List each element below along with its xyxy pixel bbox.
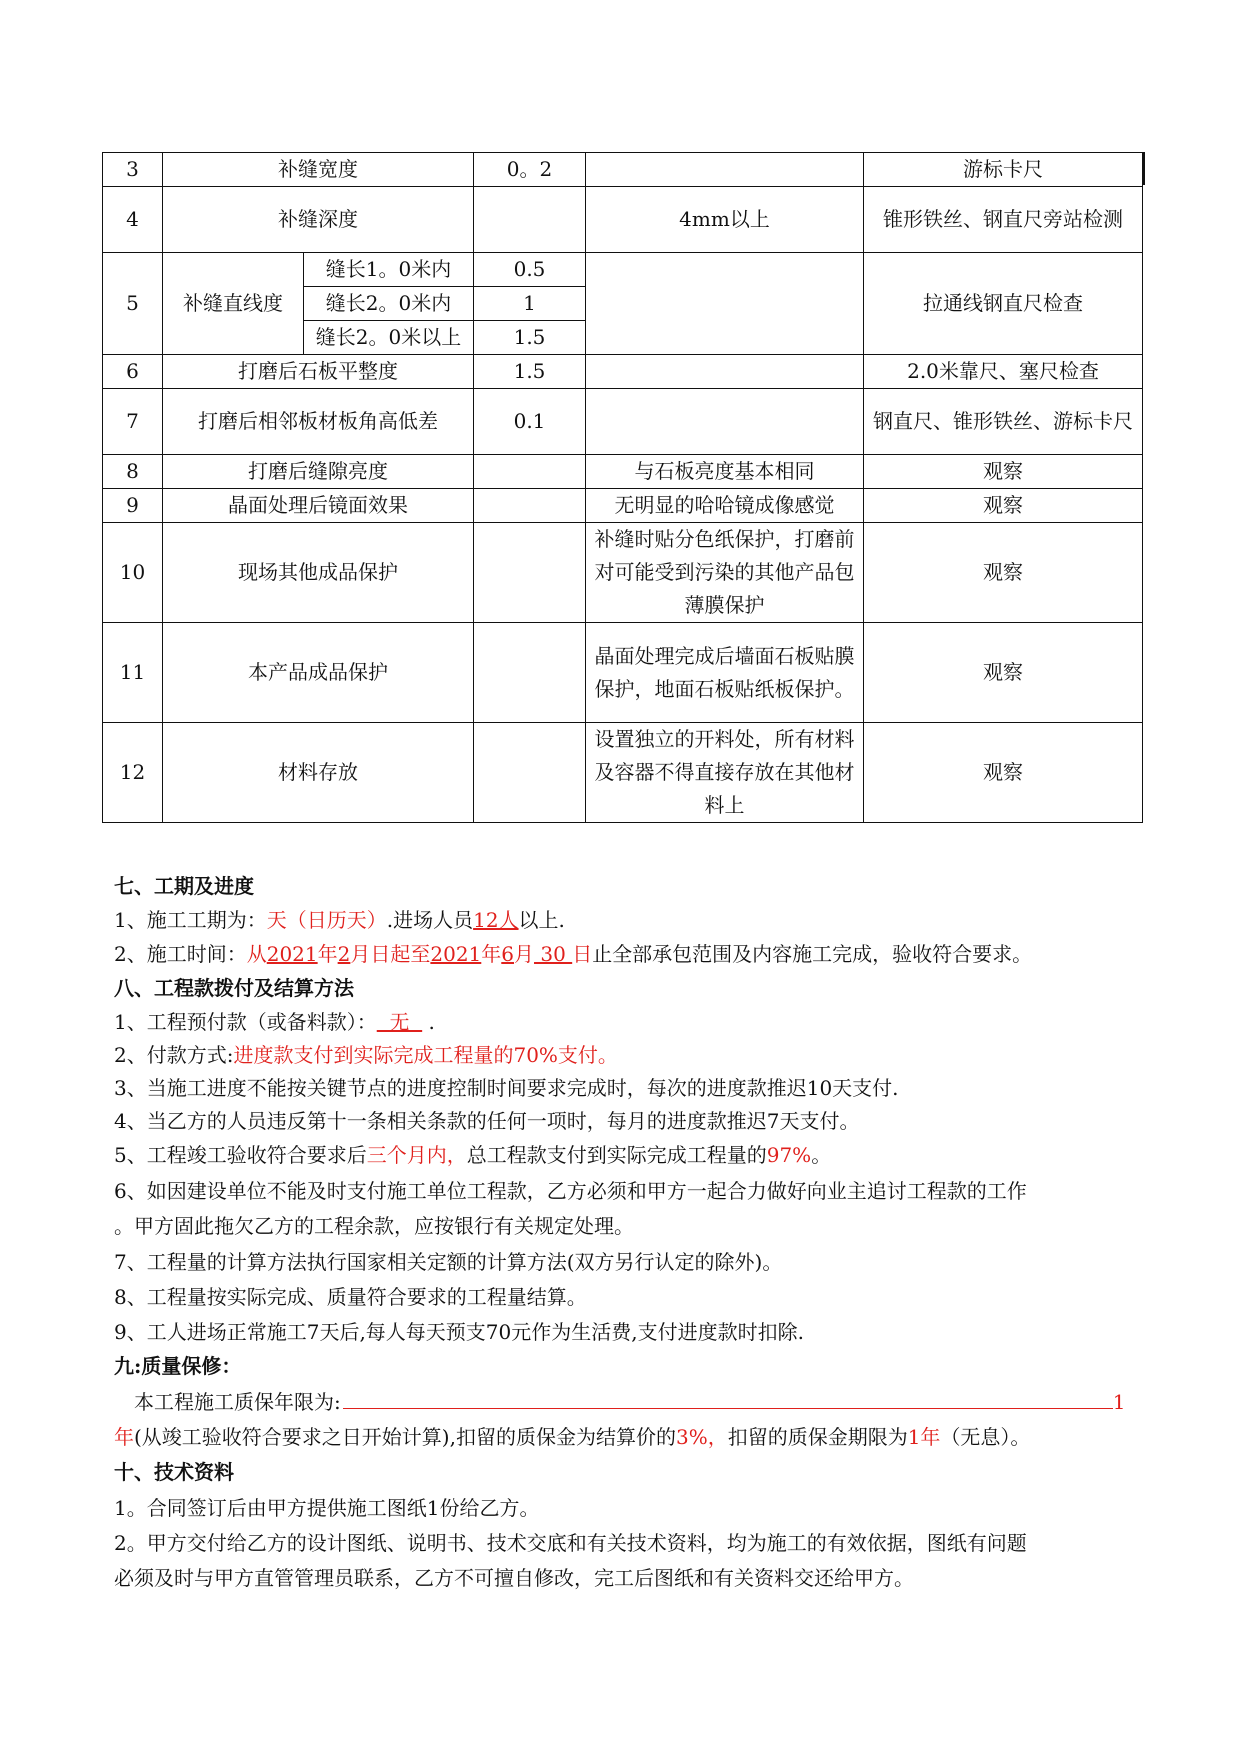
row-standard: 晶面处理完成后墙面石板贴膜保护，地面石板贴纸板保护。 <box>586 623 864 723</box>
section-7-title: 七、工期及进度 <box>114 874 254 898</box>
row-standard: 无明显的哈哈镜成像感觉 <box>586 489 864 523</box>
text-red: 进度款支付到实际完成工程量的70%支付。 <box>233 1043 618 1067</box>
section-9-title: 九:质量保修： <box>114 1354 242 1378</box>
row-standard: 4mm以上 <box>586 187 864 253</box>
text-red: 从 <box>246 942 267 966</box>
text: (从竣工验收符合要求之日开始计算),扣留的质保金为结算价的 <box>134 1425 676 1449</box>
text: 5、工程竣工验收符合要求后 <box>114 1143 367 1167</box>
sec8-line-6b: 。甲方固此拖欠乙方的工程余款，应按银行有关规定处理。 <box>114 1214 634 1238</box>
row-no: 9 <box>103 489 163 523</box>
row-value <box>474 455 586 489</box>
row-method: 观察 <box>864 489 1143 523</box>
row-no: 8 <box>103 455 163 489</box>
table-row <box>103 389 1143 455</box>
text-red: 6 <box>501 942 515 966</box>
table-row <box>103 523 1143 623</box>
section-8-title: 八、工程款拨付及结算方法 <box>114 976 354 1000</box>
text: 扣留的质保金期限为 <box>727 1425 908 1449</box>
row-no: 7 <box>103 389 163 455</box>
text-red: 97% <box>766 1143 812 1167</box>
row-no: 10 <box>103 523 163 623</box>
row-method: 钢直尺、锥形铁丝、游标卡尺 <box>864 389 1143 455</box>
quality-spec-table <box>102 152 1143 823</box>
row-standard <box>586 153 864 187</box>
text-red: 年 <box>114 1425 134 1449</box>
sec8-line-5 <box>114 1139 1154 1171</box>
text-red: 2 <box>337 942 351 966</box>
row-value: 1.5 <box>474 355 586 389</box>
table-row <box>103 489 1143 523</box>
row-no: 3 <box>103 153 163 187</box>
row-method: 拉通线钢直尺检查 <box>864 253 1143 355</box>
sec8-line-3: 3、当施工进度不能按关键节点的进度控制时间要求完成时，每次的进度款推迟10天支付. <box>114 1076 899 1100</box>
table-row <box>103 253 1143 287</box>
text: （无息）。 <box>940 1425 1031 1449</box>
text-red: 2021 <box>266 942 318 966</box>
text-red: 12人 <box>473 908 519 932</box>
row-method: 观察 <box>864 623 1143 723</box>
text-red: 30 <box>534 942 573 966</box>
sec8-line-6a: 6、如因建设单位不能及时支付施工单位工程款，乙方必须和甲方一起合力做好向业主追讨工程款的工作 <box>114 1179 1027 1203</box>
table-row <box>103 723 1143 823</box>
text: .进场人员 <box>386 908 474 932</box>
row-item: 打磨后缝隙亮度 <box>163 455 474 489</box>
sec10-line-2b: 必须及时与甲方直管管理员联系，乙方不可擅自修改，完工后图纸和有关资料交还给甲方。 <box>114 1566 914 1590</box>
row-value: 0.1 <box>474 389 586 455</box>
sec10-line-1: 1。合同签订后由甲方提供施工图纸1份给乙方。 <box>114 1496 540 1520</box>
row-method: 观察 <box>864 723 1143 823</box>
row-method: 锥形铁丝、钢直尺旁站检测 <box>864 187 1143 253</box>
row-method: 观察 <box>864 455 1143 489</box>
section-10-title: 十、技术资料 <box>114 1460 234 1484</box>
sec9-line-1 <box>114 1386 1174 1418</box>
text-red: 3%， <box>675 1425 728 1449</box>
text: 2、施工时间： <box>114 942 247 966</box>
row-item: 补缝直线度 <box>163 253 304 355</box>
text: . <box>422 1010 435 1034</box>
row-item: 本产品成品保护 <box>163 623 474 723</box>
sub-label: 缝长1。0米内 <box>304 253 474 287</box>
sub-value: 1 <box>474 287 586 321</box>
row-value <box>474 187 586 253</box>
sec8-line-7: 7、工程量的计算方法执行国家相关定额的计算方法(双方另行认定的除外)。 <box>114 1250 783 1274</box>
row-standard <box>586 355 864 389</box>
row-value: 0。2 <box>474 153 586 187</box>
text-red: 月 <box>514 942 535 966</box>
text-red: 1年 <box>907 1425 941 1449</box>
table-row <box>103 455 1143 489</box>
row-standard: 与石板亮度基本相同 <box>586 455 864 489</box>
text: 1、工程预付款（或备料款）： <box>114 1010 377 1034</box>
text: 总工程款支付到实际完成工程量的 <box>466 1143 767 1167</box>
text-red: 月日起至 <box>350 942 431 966</box>
sub-value: 1.5 <box>474 321 586 355</box>
text-red: 日 <box>572 942 593 966</box>
sec7-line-1 <box>114 904 1154 936</box>
row-no: 4 <box>103 187 163 253</box>
text: 本工程施工质保年限为: <box>134 1390 341 1414</box>
row-standard: 设置独立的开料处，所有材料及容器不得直接存放在其他材料上 <box>586 723 864 823</box>
sub-label: 缝长2。0米内 <box>304 287 474 321</box>
row-no: 5 <box>103 253 163 355</box>
row-standard <box>586 253 864 355</box>
row-no: 11 <box>103 623 163 723</box>
text-red: 无 <box>376 1010 423 1034</box>
table-edge-mark <box>1143 152 1145 185</box>
sec8-line-8: 8、工程量按实际完成、质量符合要求的工程量结算。 <box>114 1285 587 1309</box>
table-row <box>103 153 1143 187</box>
row-item: 晶面处理后镜面效果 <box>163 489 474 523</box>
text-red: 2021 <box>430 942 482 966</box>
sec8-line-4: 4、当乙方的人员违反第十一条相关条款的任何一项时，每月的进度款推迟7天支付。 <box>114 1109 860 1133</box>
text-red: 年 <box>317 942 338 966</box>
row-no: 12 <box>103 723 163 823</box>
row-item: 打磨后相邻板材板角高低差 <box>163 389 474 455</box>
text: 以上. <box>518 908 565 932</box>
row-item: 材料存放 <box>163 723 474 823</box>
row-value <box>474 623 586 723</box>
row-value <box>474 523 586 623</box>
sec9-line-2 <box>114 1421 1154 1453</box>
text: 1、施工工期为： <box>114 908 267 932</box>
row-item: 打磨后石板平整度 <box>163 355 474 389</box>
row-no: 6 <box>103 355 163 389</box>
row-method: 游标卡尺 <box>864 153 1143 187</box>
row-value <box>474 723 586 823</box>
sec10-line-2a: 2。甲方交付给乙方的设计图纸、说明书、技术交底和有关技术资料，均为施工的有效依据，图纸有问题 <box>114 1531 1027 1555</box>
blank-leader-line <box>343 1386 1113 1409</box>
sec8-line-2 <box>114 1039 1154 1071</box>
text-red: 1 <box>1112 1390 1126 1414</box>
row-method: 观察 <box>864 523 1143 623</box>
text: 止全部承包范围及内容施工完成，验收符合要求。 <box>592 942 1033 966</box>
text: 2、付款方式: <box>114 1043 234 1067</box>
table-row <box>103 623 1143 723</box>
row-item: 现场其他成品保护 <box>163 523 474 623</box>
row-item: 补缝深度 <box>163 187 474 253</box>
sub-value: 0.5 <box>474 253 586 287</box>
table-row <box>103 187 1143 253</box>
row-method: 2.0米靠尺、塞尺检查 <box>864 355 1143 389</box>
text-red: 三个月内， <box>366 1143 467 1167</box>
table-row <box>103 355 1143 389</box>
row-item: 补缝宽度 <box>163 153 474 187</box>
row-standard <box>586 389 864 455</box>
sub-label: 缝长2。0米以上 <box>304 321 474 355</box>
text-red: 年 <box>481 942 502 966</box>
row-value <box>474 489 586 523</box>
text-red: 天（日历天） <box>266 908 387 932</box>
text: 。 <box>811 1143 832 1167</box>
row-standard: 补缝时贴分色纸保护，打磨前对可能受到污染的其他产品包薄膜保护 <box>586 523 864 623</box>
sec8-line-9: 9、工人进场正常施工7天后,每人每天预支70元作为生活费,支付进度款时扣除. <box>114 1320 804 1344</box>
sec8-line-1 <box>114 1006 1154 1038</box>
sec7-line-2 <box>114 938 1154 970</box>
